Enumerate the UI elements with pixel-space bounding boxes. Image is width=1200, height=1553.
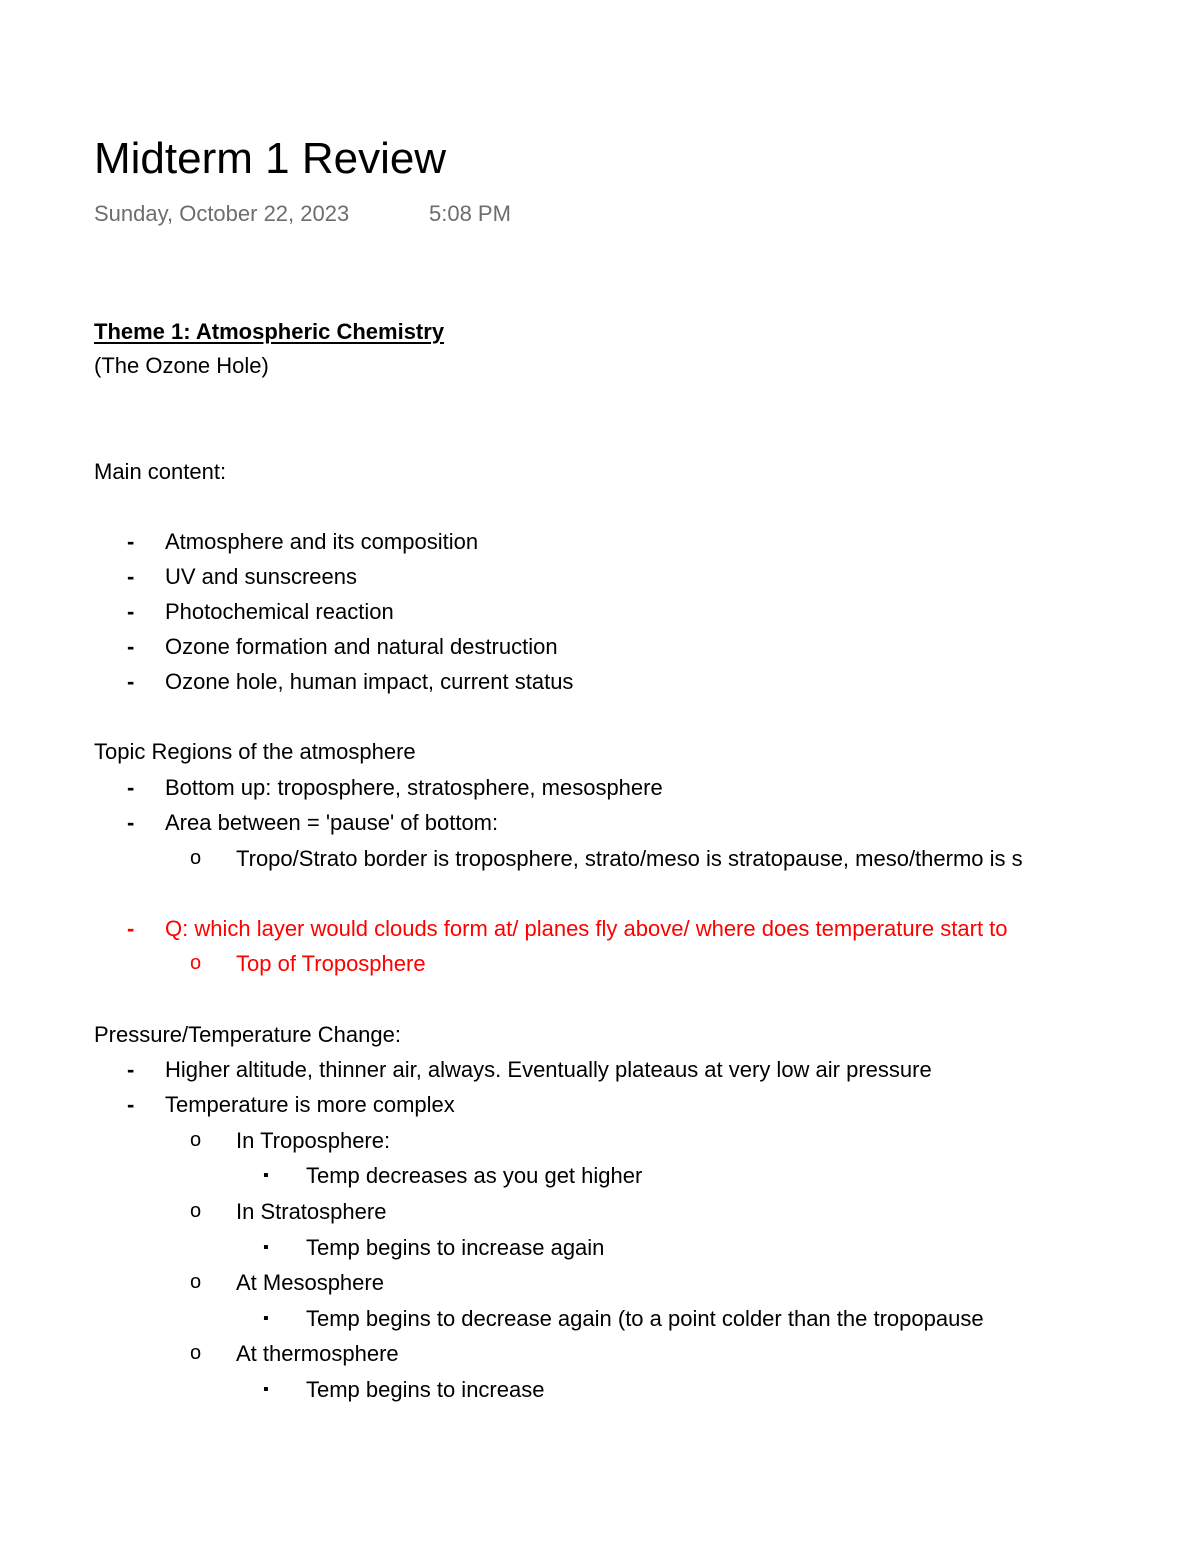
section-heading: Theme 1: Atmospheric Chemistry bbox=[94, 319, 445, 344]
circle-bullet-marker: o bbox=[190, 1271, 202, 1293]
bullet-item bbox=[0, 524, 1200, 559]
note-text: Main content: bbox=[94, 459, 227, 484]
note-paragraph bbox=[0, 348, 1200, 383]
note-paragraph bbox=[0, 1017, 1200, 1052]
bullet-item bbox=[0, 629, 1200, 664]
bullet-item bbox=[0, 1087, 1200, 1122]
note-text: Photochemical reaction bbox=[165, 599, 394, 624]
note-text: Temp begins to decrease again (to a point colder than the tropopause bbox=[306, 1306, 984, 1331]
circle-bullet-marker: o bbox=[190, 1200, 202, 1222]
bullet-item bbox=[0, 805, 1200, 840]
dash-bullet-marker: - bbox=[127, 669, 135, 694]
page-title: Midterm 1 Review bbox=[94, 134, 447, 183]
note-text: Tropo/Strato border is troposphere, strato/meso is stratopause, meso/thermo is s bbox=[236, 846, 1023, 871]
dash-bullet-marker: - bbox=[127, 1092, 135, 1117]
bullet-item bbox=[0, 1158, 1200, 1193]
note-text: UV and sunscreens bbox=[165, 564, 357, 589]
square-bullet-marker: ▪ bbox=[263, 1381, 269, 1398]
note-text: Area between = 'pause' of bottom: bbox=[165, 810, 499, 835]
note-text: Atmosphere and its composition bbox=[165, 529, 479, 554]
bullet-item bbox=[0, 664, 1200, 699]
note-time: 5:08 PM bbox=[429, 201, 511, 226]
note-text: Ozone formation and natural destruction bbox=[165, 634, 558, 659]
note-text: In Troposphere: bbox=[236, 1128, 391, 1153]
note-text: At thermosphere bbox=[236, 1341, 399, 1366]
dash-bullet-marker: - bbox=[127, 810, 135, 835]
circle-bullet-marker: o bbox=[190, 1342, 202, 1364]
square-bullet-marker: ▪ bbox=[263, 1310, 269, 1327]
dash-bullet-marker: - bbox=[127, 916, 135, 941]
bullet-item bbox=[0, 1052, 1200, 1087]
note-paragraph bbox=[0, 454, 1200, 489]
bullet-item bbox=[0, 1301, 1200, 1336]
note-paragraph bbox=[0, 314, 1200, 349]
bullet-item bbox=[0, 594, 1200, 629]
note-text: (The Ozone Hole) bbox=[94, 353, 269, 378]
bullet-item bbox=[0, 559, 1200, 594]
square-bullet-marker: ▪ bbox=[263, 1167, 269, 1184]
bullet-item bbox=[0, 1372, 1200, 1407]
circle-bullet-marker: o bbox=[190, 847, 202, 869]
dash-bullet-marker: - bbox=[127, 634, 135, 659]
note-text: At Mesosphere bbox=[236, 1270, 384, 1295]
dash-bullet-marker: - bbox=[127, 564, 135, 589]
note-text: In Stratosphere bbox=[236, 1199, 387, 1224]
bullet-item bbox=[0, 770, 1200, 805]
note-text: Temp begins to increase bbox=[306, 1377, 545, 1402]
dash-bullet-marker: - bbox=[127, 529, 135, 554]
bullet-item bbox=[0, 946, 1200, 981]
note-text: Ozone hole, human impact, current status bbox=[165, 669, 574, 694]
note-date: Sunday, October 22, 2023 bbox=[94, 201, 350, 226]
bullet-item bbox=[0, 1336, 1200, 1371]
circle-bullet-marker: o bbox=[190, 952, 202, 974]
bullet-item bbox=[0, 1123, 1200, 1158]
bullet-item bbox=[0, 1230, 1200, 1265]
note-text: Top of Troposphere bbox=[236, 951, 426, 976]
bullet-item bbox=[0, 841, 1200, 876]
circle-bullet-marker: o bbox=[190, 1129, 202, 1151]
note-text: Pressure/Temperature Change: bbox=[94, 1022, 401, 1047]
note-text: Temp decreases as you get higher bbox=[306, 1163, 643, 1188]
note-text: Topic Regions of the atmosphere bbox=[94, 739, 416, 764]
note-text: Q: which layer would clouds form at/ planes fly above/ where does temperature start to bbox=[165, 916, 1008, 941]
note-text: Temp begins to increase again bbox=[306, 1235, 605, 1260]
bullet-item bbox=[0, 911, 1200, 946]
dash-bullet-marker: - bbox=[127, 1057, 135, 1082]
note-paragraph bbox=[0, 734, 1200, 769]
note-text: Bottom up: troposphere, stratosphere, mesosphere bbox=[165, 775, 663, 800]
dash-bullet-marker: - bbox=[127, 775, 135, 800]
dash-bullet-marker: - bbox=[127, 599, 135, 624]
note-text: Temperature is more complex bbox=[165, 1092, 455, 1117]
square-bullet-marker: ▪ bbox=[263, 1239, 269, 1256]
note-text: Higher altitude, thinner air, always. Eventually plateaus at very low air pressure bbox=[165, 1057, 932, 1082]
bullet-item bbox=[0, 1194, 1200, 1229]
bullet-item bbox=[0, 1265, 1200, 1300]
